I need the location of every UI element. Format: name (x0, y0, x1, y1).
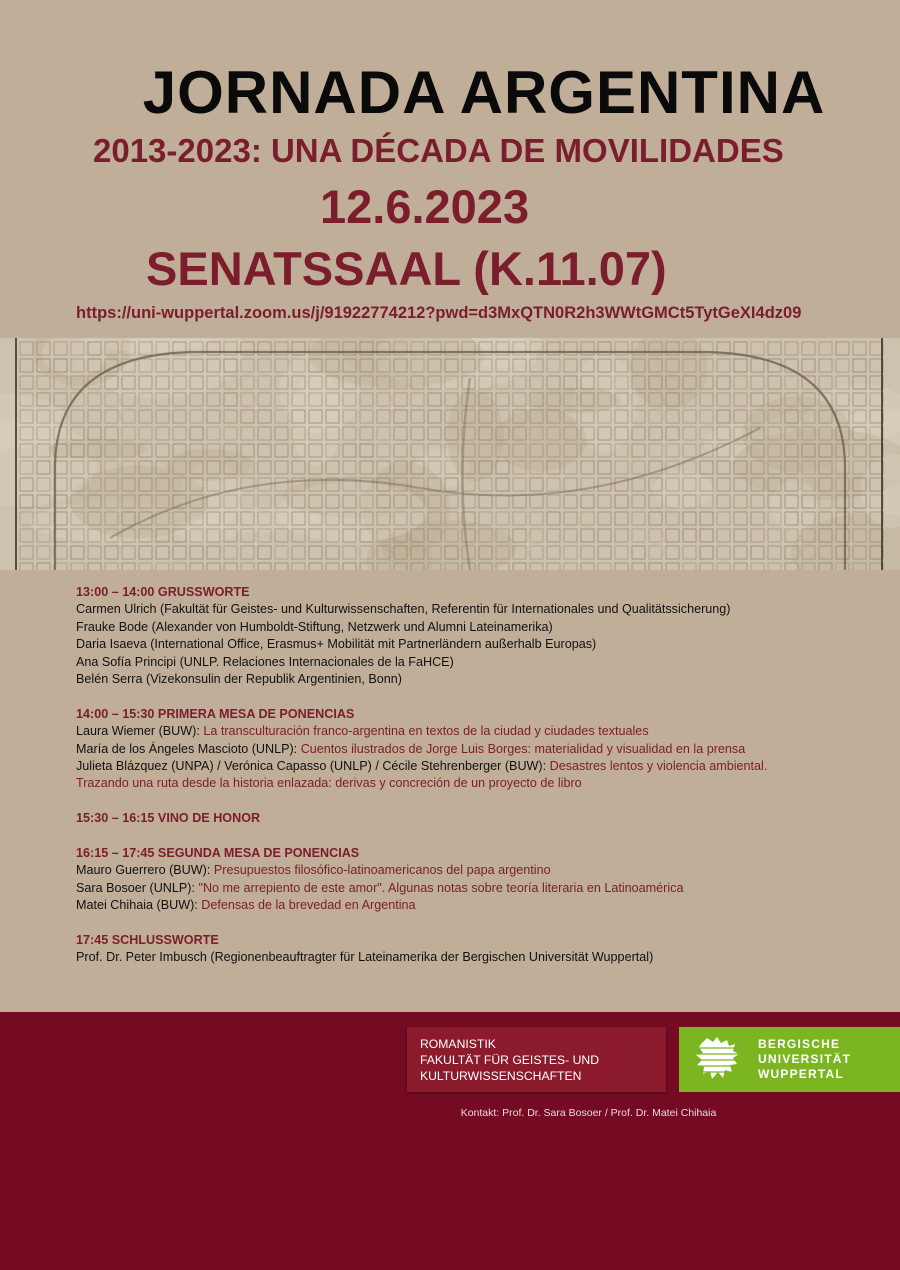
program-line (76, 880, 866, 897)
talk-title: Desastres lentos y violencia ambiental. (549, 759, 768, 774)
program-line (76, 636, 866, 653)
program-schedule (76, 584, 866, 984)
event-subtitle: 2013-2023: UNA DÉCADA DE MOVILIDADES (93, 132, 784, 169)
program-block (76, 810, 866, 827)
program-line (76, 741, 866, 758)
program-line (76, 949, 866, 966)
program-line (76, 723, 866, 740)
university-name (758, 1037, 851, 1082)
program-line (76, 862, 866, 879)
university-logo-box (679, 1027, 900, 1092)
event-title: JORNADA ARGENTINA (142, 59, 826, 126)
program-line (76, 758, 866, 775)
event-date: 12.6.2023 (320, 180, 530, 233)
speaker: Belén Serra (Vizekonsulin der Republik Argentinien, Bonn) (76, 672, 402, 687)
session-heading: 13:00 – 14:00 GRUSSWORTE (76, 585, 250, 599)
faculty-box (407, 1027, 666, 1092)
talk-title: Presupuestos filosófico-latinoamericanos del papa argentino (213, 863, 551, 878)
program-line (76, 654, 866, 671)
university-line: UNIVERSITÄT (758, 1052, 852, 1066)
speaker: Laura Wiemer (BUW): (76, 724, 204, 739)
talk-title: Cuentos ilustrados de Jorge Luis Borges: materialidad y visualidad en la prensa (300, 741, 746, 756)
program-line (76, 775, 866, 792)
speaker: Matei Chihaia (BUW): (76, 898, 202, 913)
university-line: WUPPERTAL (758, 1067, 844, 1081)
program-block (76, 932, 866, 967)
program-block (76, 845, 866, 915)
talk-title: Defensas de la brevedad en Argentina (201, 898, 416, 913)
session-heading: 16:15 – 17:45 SEGUNDA MESA DE PONENCIAS (76, 846, 360, 861)
program-block (76, 706, 866, 793)
talk-title: "No me arrepiento de este amor". Algunas notas sobre teoría literaria en Latinoamérica (198, 880, 684, 895)
program-block (76, 584, 866, 688)
program-line (76, 671, 866, 688)
speaker: Sara Bosoer (UNLP): (76, 880, 199, 895)
faculty-line: ROMANISTIK (420, 1037, 496, 1051)
talk-title: Trazando una ruta desde la historia enlazada: derivas y concreción de un proyecto de libro (76, 776, 582, 791)
program-line (76, 897, 866, 914)
footer (0, 1012, 900, 1270)
speaker: Ana Sofía Principi (UNLP. Relaciones Internacionales de la FaHCE) (76, 654, 454, 669)
faculty-line: KULTURWISSENSCHAFTEN (420, 1069, 582, 1083)
university-line: BERGISCHE (758, 1037, 841, 1051)
session-heading: 17:45 SCHLUSSWORTE (76, 933, 219, 948)
speaker: Frauke Bode (Alexander von Humboldt-Stiftung, Netzwerk und Alumni Lateinamerika) (76, 619, 553, 634)
city-map-illustration (0, 338, 900, 570)
program-line (76, 601, 866, 618)
speaker: María de los Ángeles Mascioto (UNLP): (76, 741, 301, 756)
speaker: Daria Isaeva (International Office, Erasmus+ Mobilität mit Partnerländern außerhalb Europas) (76, 637, 597, 652)
speaker: Mauro Guerrero (BUW): (76, 863, 214, 878)
heraldic-lion-icon (693, 1034, 745, 1084)
zoom-link[interactable]: https://uni-wuppertal.zoom.us/j/91922774212?pwd=d3MxQTN0R2h3WWtGMCt5TytGeXI4dz09 (76, 304, 802, 322)
talk-title: La transculturación franco-argentina en textos de la ciudad y ciudades textuales (203, 724, 649, 739)
contact-line: Kontakt: Prof. Dr. Sara Bosoer / Prof. Dr. Matei Chihaia (460, 1107, 717, 1119)
event-venue: SENATSSAAL (K.11.07) (146, 242, 667, 295)
program-line (76, 619, 866, 636)
speaker: Prof. Dr. Peter Imbusch (Regionenbeauftragter für Lateinamerika der Bergischen Universität Wuppertal) (76, 950, 654, 965)
speaker: Julieta Blázquez (UNPA) / Verónica Capasso (UNLP) / Cécile Stehrenberger (BUW): (76, 759, 550, 774)
speaker: Carmen Ulrich (Fakultät für Geistes- und Kulturwissenschaften, Referentin für Internationales und Qualitätssicherung) (76, 602, 731, 617)
faculty-line: FAKULTÄT FÜR GEISTES- UND (420, 1053, 599, 1067)
session-heading: 14:00 – 15:30 PRIMERA MESA DE PONENCIAS (76, 706, 355, 721)
session-heading: 15:30 – 16:15 VINO DE HONOR (76, 811, 261, 826)
